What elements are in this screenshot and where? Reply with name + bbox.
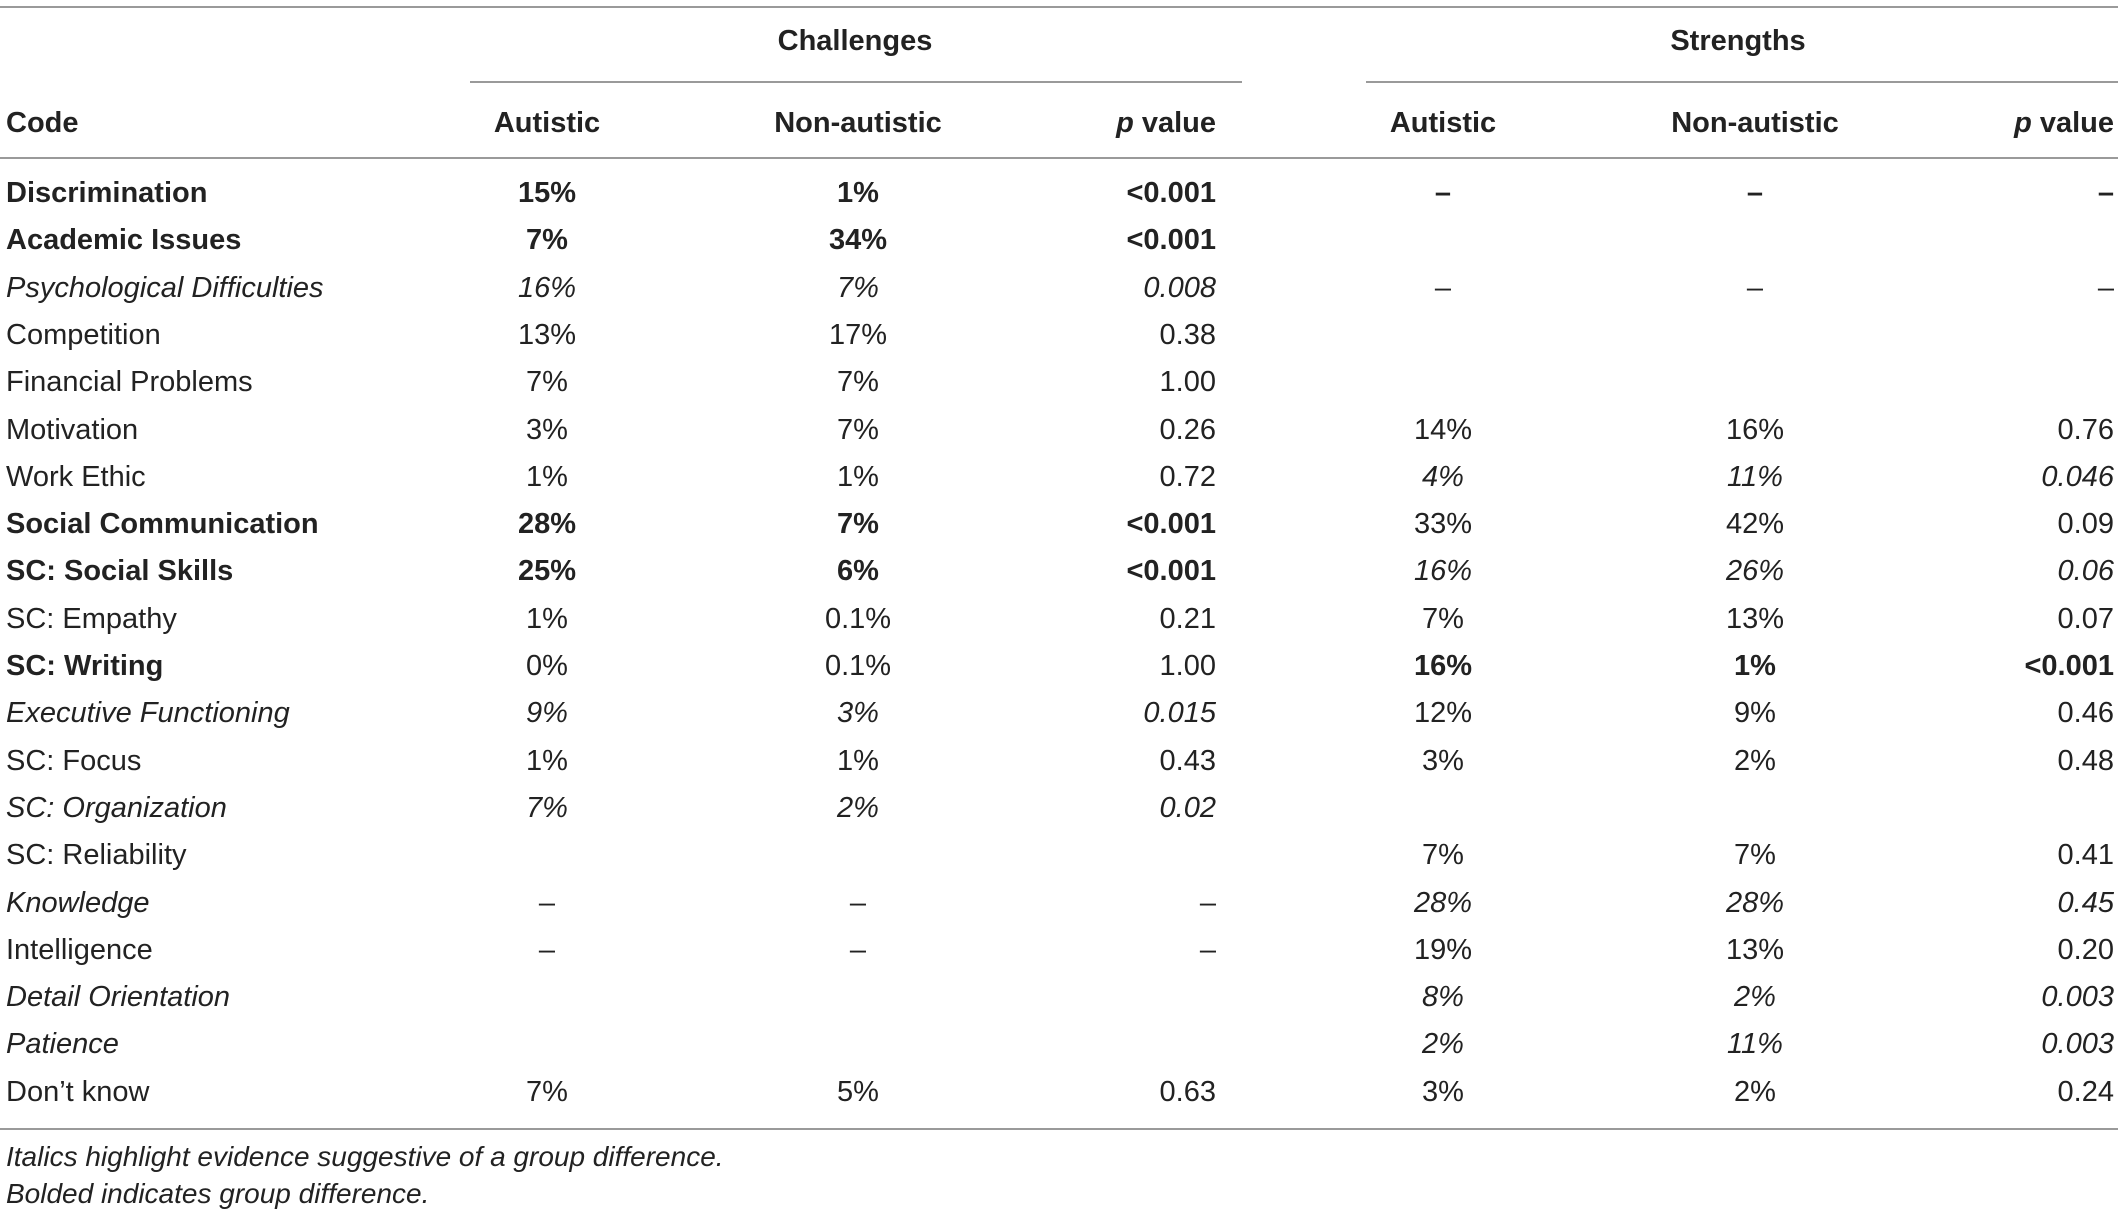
cell-challenges-p-value: 0.63	[1159, 1076, 1216, 1108]
cell-challenges-non-autistic: 7%	[837, 414, 879, 446]
p-italic: p	[2014, 107, 2032, 139]
cell-strengths-non-autistic: 1%	[1734, 650, 1776, 682]
cell-strengths-p-value: 0.24	[2057, 1076, 2114, 1108]
cell-challenges-non-autistic: 7%	[837, 508, 879, 540]
cell-strengths-p-value: <0.001	[2024, 650, 2114, 682]
cell-challenges-p-value: 0.02	[1159, 792, 1216, 824]
cell-strengths-non-autistic: 2%	[1734, 1076, 1776, 1108]
cell-strengths-autistic: 7%	[1422, 839, 1464, 871]
column-header-strengths-non-autistic: Non-autistic	[1671, 107, 1839, 139]
cell-challenges-autistic: 7%	[526, 1076, 568, 1108]
cell-challenges-p-value: 0.43	[1159, 745, 1216, 777]
cell-challenges-non-autistic: 1%	[837, 177, 879, 209]
cell-strengths-p-value: 0.46	[2057, 697, 2114, 729]
cell-strengths-autistic: 8%	[1422, 981, 1464, 1013]
cell-challenges-p-value: 0.26	[1159, 414, 1216, 446]
cell-code: SC: Empathy	[6, 603, 177, 635]
column-header-strengths-p-value	[2014, 106, 2114, 140]
cell-code: Financial Problems	[6, 366, 253, 398]
top-rule	[0, 6, 2118, 8]
cell-challenges-autistic: 1%	[526, 461, 568, 493]
cell-strengths-non-autistic: –	[1746, 272, 1764, 304]
column-header-challenges-autistic: Autistic	[493, 107, 601, 139]
cell-code: Knowledge	[6, 887, 150, 919]
footnote-bolded: Bolded indicates group difference.	[6, 1178, 430, 1209]
cell-strengths-autistic: 12%	[1413, 697, 1473, 729]
cell-challenges-non-autistic: 5%	[837, 1076, 879, 1108]
cell-challenges-autistic: 1%	[526, 603, 568, 635]
cell-code: SC: Reliability	[6, 839, 187, 871]
cell-strengths-non-autistic: 26%	[1725, 555, 1785, 587]
cell-code: Competition	[6, 319, 161, 351]
cell-challenges-p-value: <0.001	[1126, 224, 1216, 256]
cell-strengths-p-value: 0.20	[2057, 934, 2114, 966]
cell-strengths-autistic: 4%	[1422, 461, 1464, 493]
cell-strengths-non-autistic: –	[1746, 177, 1764, 209]
cell-challenges-autistic: 7%	[526, 366, 568, 398]
cell-challenges-non-autistic: 2%	[837, 792, 879, 824]
p-italic: p	[1116, 107, 1134, 139]
cell-strengths-p-value: 0.06	[2057, 555, 2114, 587]
cell-strengths-p-value: –	[2097, 177, 2114, 209]
column-header-strengths-autistic: Autistic	[1389, 107, 1497, 139]
cell-code: Intelligence	[6, 934, 153, 966]
cell-challenges-non-autistic: 34%	[828, 224, 888, 256]
cell-strengths-p-value: 0.046	[2041, 461, 2114, 493]
cell-code: Discrimination	[6, 177, 208, 209]
challenges-group-rule	[470, 81, 1242, 83]
cell-challenges-p-value: <0.001	[1126, 508, 1216, 540]
cell-strengths-non-autistic: 13%	[1725, 934, 1785, 966]
cell-challenges-p-value: 1.00	[1159, 366, 1216, 398]
cell-strengths-p-value: 0.45	[2057, 887, 2114, 919]
bottom-rule	[0, 1128, 2118, 1130]
cell-code: Work Ethic	[6, 461, 146, 493]
cell-code: Social Communication	[6, 508, 319, 540]
cell-strengths-autistic: 14%	[1413, 414, 1473, 446]
column-header-challenges-p-value	[1116, 106, 1216, 140]
header-rule	[0, 157, 2118, 159]
p-value-label: value	[1133, 107, 1216, 139]
cell-code: Detail Orientation	[6, 981, 231, 1013]
p-value-label: value	[2031, 107, 2114, 139]
cell-strengths-non-autistic: 11%	[1727, 1028, 1783, 1060]
cell-strengths-non-autistic: 11%	[1727, 461, 1783, 493]
cell-strengths-p-value: 0.41	[2057, 839, 2114, 871]
cell-strengths-non-autistic: 2%	[1734, 745, 1776, 777]
cell-challenges-non-autistic: 0.1%	[824, 603, 892, 635]
cell-strengths-p-value: –	[2097, 272, 2114, 304]
cell-strengths-p-value: 0.76	[2057, 414, 2114, 446]
cell-strengths-non-autistic: 28%	[1725, 887, 1785, 919]
cell-code: Executive Functioning	[6, 697, 290, 729]
cell-strengths-autistic: 28%	[1413, 887, 1473, 919]
cell-strengths-autistic: –	[1434, 177, 1452, 209]
cell-strengths-autistic: 19%	[1413, 934, 1473, 966]
cell-challenges-non-autistic: 6%	[837, 555, 879, 587]
cell-challenges-p-value: 0.72	[1159, 461, 1216, 493]
cell-challenges-autistic: 9%	[526, 697, 568, 729]
group-header-strengths: Strengths	[1670, 25, 1806, 57]
footnote-italics: Italics highlight evidence suggestive of a group difference.	[6, 1141, 724, 1172]
cell-strengths-non-autistic: 7%	[1734, 839, 1776, 871]
cell-code: Patience	[6, 1028, 119, 1060]
cell-challenges-p-value: –	[1199, 887, 1216, 919]
cell-strengths-non-autistic: 42%	[1725, 508, 1785, 540]
cell-challenges-p-value: 0.21	[1159, 603, 1216, 635]
cell-challenges-p-value: 0.015	[1143, 697, 1216, 729]
group-header-challenges: Challenges	[777, 25, 933, 57]
cell-challenges-autistic: 0%	[526, 650, 568, 682]
cell-challenges-non-autistic: 1%	[837, 461, 879, 493]
cell-strengths-autistic: 2%	[1422, 1028, 1464, 1060]
cell-code: Academic Issues	[6, 224, 242, 256]
cell-strengths-non-autistic: 2%	[1734, 981, 1776, 1013]
cell-challenges-autistic: 3%	[526, 414, 568, 446]
cell-code: Don’t know	[6, 1076, 150, 1108]
cell-challenges-autistic: 16%	[517, 272, 577, 304]
cell-challenges-autistic: 7%	[526, 792, 568, 824]
cell-challenges-p-value: –	[1199, 934, 1216, 966]
cell-challenges-non-autistic: –	[849, 887, 867, 919]
cell-challenges-non-autistic: –	[849, 934, 867, 966]
cell-challenges-non-autistic: 17%	[828, 319, 888, 351]
cell-challenges-p-value: <0.001	[1126, 177, 1216, 209]
cell-challenges-non-autistic: 7%	[837, 272, 879, 304]
cell-challenges-non-autistic: 3%	[837, 697, 879, 729]
cell-strengths-p-value: 0.003	[2041, 1028, 2114, 1060]
cell-challenges-autistic: 25%	[517, 555, 577, 587]
cell-strengths-non-autistic: 16%	[1725, 414, 1785, 446]
cell-strengths-non-autistic: 13%	[1725, 603, 1785, 635]
cell-strengths-p-value: 0.07	[2057, 603, 2114, 635]
cell-challenges-non-autistic: 1%	[837, 745, 879, 777]
cell-challenges-p-value: <0.001	[1126, 555, 1216, 587]
cell-strengths-autistic: 33%	[1413, 508, 1473, 540]
cell-challenges-autistic: 1%	[526, 745, 568, 777]
cell-strengths-autistic: 7%	[1422, 603, 1464, 635]
cell-strengths-autistic: 16%	[1413, 555, 1473, 587]
cell-strengths-p-value: 0.003	[2041, 981, 2114, 1013]
cell-challenges-non-autistic: 0.1%	[824, 650, 892, 682]
cell-challenges-autistic: 15%	[517, 177, 577, 209]
cell-strengths-non-autistic: 9%	[1734, 697, 1776, 729]
cell-code: Motivation	[6, 414, 139, 446]
cell-code: Psychological Difficulties	[6, 272, 324, 304]
cell-challenges-p-value: 0.008	[1143, 272, 1216, 304]
cell-strengths-autistic: 3%	[1422, 745, 1464, 777]
cell-code: SC: Focus	[6, 745, 142, 777]
cell-strengths-autistic: 3%	[1422, 1076, 1464, 1108]
cell-challenges-autistic: 28%	[517, 508, 577, 540]
cell-strengths-p-value: 0.09	[2057, 508, 2114, 540]
cell-code: SC: Social Skills	[6, 555, 234, 587]
cell-challenges-autistic: –	[538, 934, 556, 966]
cell-challenges-p-value: 1.00	[1159, 650, 1216, 682]
cell-strengths-autistic: –	[1434, 272, 1452, 304]
column-header-challenges-non-autistic: Non-autistic	[774, 107, 942, 139]
cell-challenges-autistic: 7%	[526, 224, 568, 256]
cell-challenges-p-value: 0.38	[1159, 319, 1216, 351]
cell-strengths-autistic: 16%	[1413, 650, 1473, 682]
cell-code: SC: Organization	[6, 792, 227, 824]
strengths-group-rule	[1366, 81, 2118, 83]
cell-code: SC: Writing	[6, 650, 164, 682]
cell-strengths-p-value: 0.48	[2057, 745, 2114, 777]
cell-challenges-autistic: –	[538, 887, 556, 919]
column-header-code: Code	[6, 107, 79, 139]
cell-challenges-non-autistic: 7%	[837, 366, 879, 398]
cell-challenges-autistic: 13%	[517, 319, 577, 351]
